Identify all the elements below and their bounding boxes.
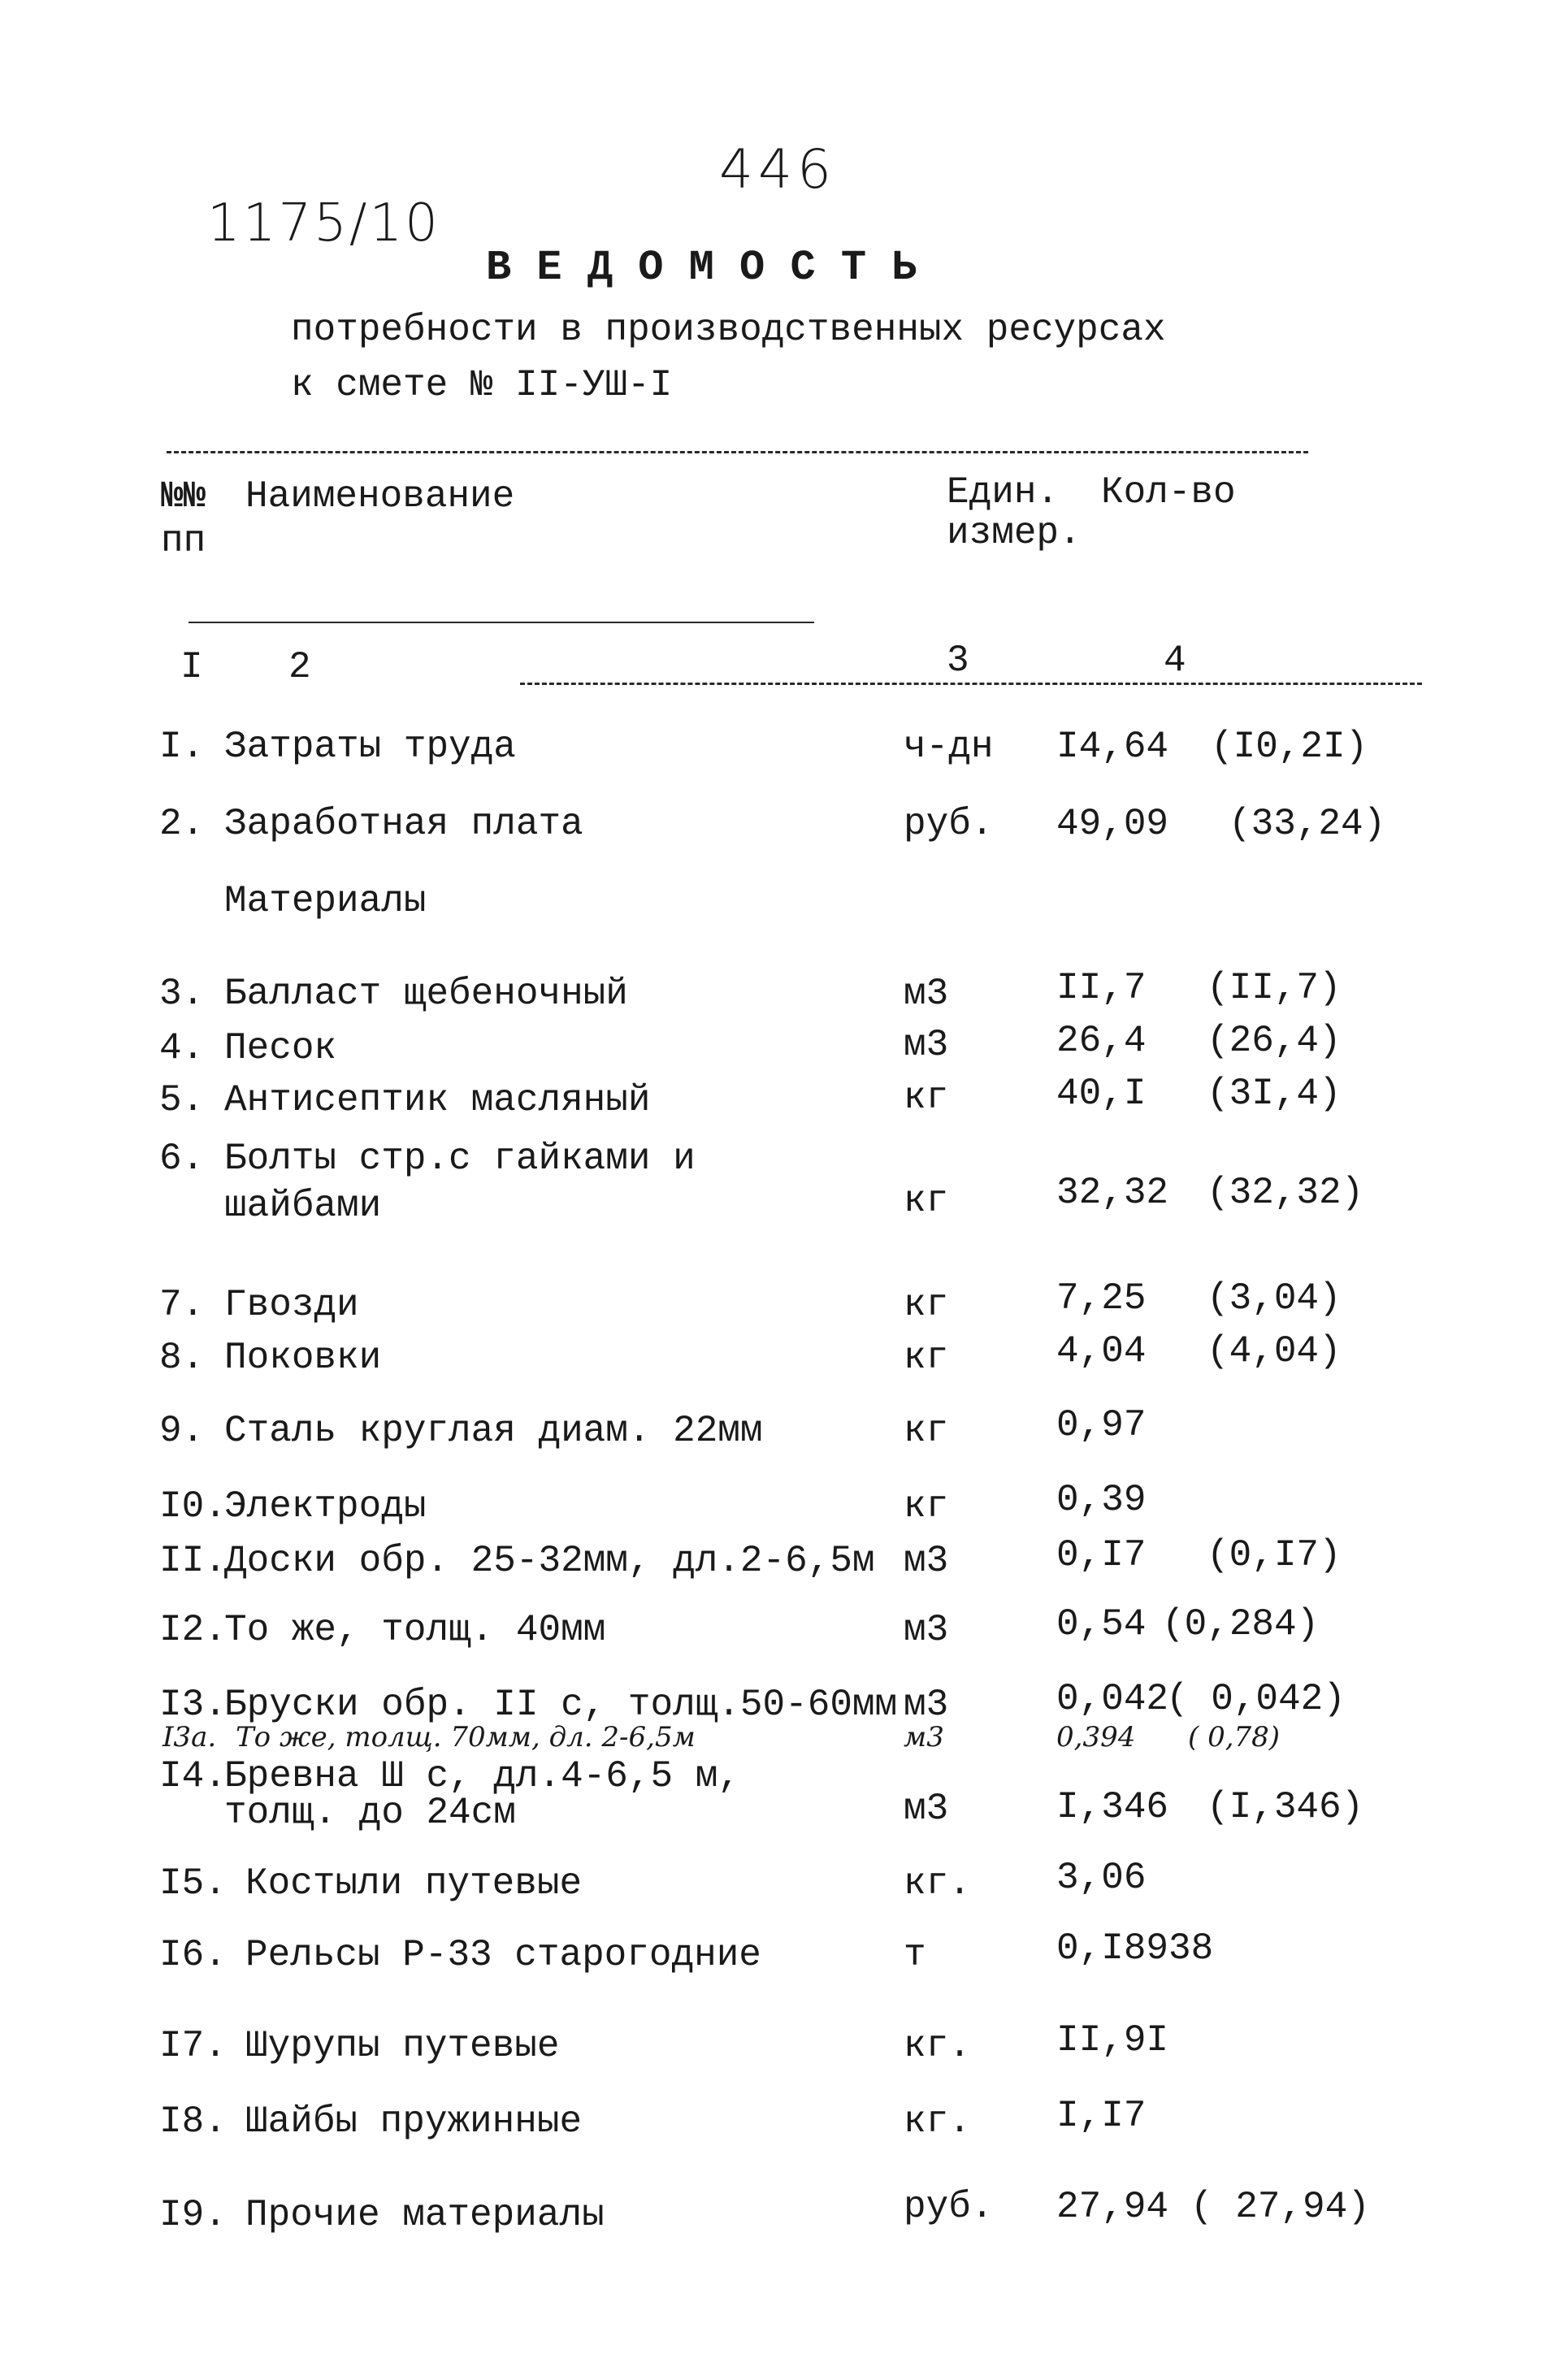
row-name: Балласт щебеночный xyxy=(224,973,628,1015)
row-number: 6. xyxy=(159,1138,205,1180)
row-name: Сталь круглая диам. 22мм xyxy=(224,1410,763,1452)
row-name: Бруски обр. II с, толщ.50-60мм xyxy=(224,1684,898,1726)
row-qty: 27,94 xyxy=(1056,2186,1169,2228)
row-qty: 32,32 xyxy=(1056,1172,1169,1214)
row-name: То же, толщ. 40мм xyxy=(224,1609,606,1651)
column-number-4: 4 xyxy=(1164,639,1186,682)
document-subtitle-line-2: к смете № II-УШ-I xyxy=(291,364,673,406)
row-name: Поковки xyxy=(224,1337,382,1379)
row-name: Шайбы пружинные xyxy=(245,2100,583,2143)
row-unit: кг xyxy=(904,1485,949,1528)
row-qty-paren: (II,7) xyxy=(1207,967,1342,1009)
row-qty: I,346 xyxy=(1056,1786,1169,1828)
row-qty: 7,25 xyxy=(1056,1277,1147,1320)
row-name: Рельсы Р-33 старогодние xyxy=(245,1934,761,1976)
column-number-2: 2 xyxy=(288,646,311,688)
row-unit: руб. xyxy=(904,2186,994,2228)
row-qty-paren: (33,24) xyxy=(1229,803,1386,845)
row-name: Антисептик масляный xyxy=(224,1079,651,1121)
row-qty: 0,54 xyxy=(1056,1603,1147,1645)
row-number: 4. xyxy=(159,1027,205,1069)
column-number-1: I xyxy=(180,646,203,688)
row-qty: I,I7 xyxy=(1056,2095,1147,2137)
row-unit: м3 xyxy=(904,1684,949,1726)
document-subtitle-line-1: потребности в производственных ресурсах xyxy=(291,309,1166,351)
row-qty-paren: (3I,4) xyxy=(1207,1073,1342,1115)
row-unit: ч-дн xyxy=(904,726,994,768)
row-unit: кг. xyxy=(904,1862,971,1905)
row-unit: кг xyxy=(904,1077,949,1119)
row-name: Болты стр.с гайками и xyxy=(224,1138,696,1180)
header-qty: Кол-во xyxy=(1101,471,1236,514)
row-qty-paren: (26,4) xyxy=(1207,1020,1342,1062)
row-qty: II,7 xyxy=(1056,967,1147,1009)
row-number: I5. xyxy=(159,1862,227,1905)
document-title: В Е Д О М О С Т Ь xyxy=(486,244,917,292)
row-unit: м3 xyxy=(904,1609,949,1651)
row-unit: кг xyxy=(904,1284,949,1326)
row-number: 7. xyxy=(159,1284,205,1326)
row-qty: 26,4 xyxy=(1056,1020,1147,1062)
row-number: 9. xyxy=(159,1410,205,1452)
row-name: Электроды xyxy=(224,1485,427,1528)
row-name: Песок xyxy=(224,1027,337,1069)
row-qty-paren: (I0,2I) xyxy=(1211,726,1368,768)
row-unit: м3 xyxy=(904,1721,944,1754)
row-number: II. xyxy=(159,1540,227,1582)
row-number: I7. xyxy=(159,2025,227,2067)
row-qty-paren: (32,32) xyxy=(1207,1172,1364,1214)
row-name: Бревна Ш с, дл.4-6,5 м, xyxy=(224,1755,740,1797)
column-number-3: 3 xyxy=(947,639,969,682)
row-qty: 40,I xyxy=(1056,1073,1147,1115)
row-unit: кг xyxy=(904,1410,949,1452)
table-top-rule xyxy=(167,451,1308,453)
row-number: 3. xyxy=(159,973,205,1015)
row-qty: 0,97 xyxy=(1056,1404,1147,1446)
header-name: Наименование xyxy=(245,475,515,518)
row-name: Заработная плата xyxy=(224,803,583,845)
row-number: I0. xyxy=(159,1485,227,1528)
row-unit: т xyxy=(904,1934,926,1976)
row-number: 2. xyxy=(159,803,205,845)
row-qty: 0,042 xyxy=(1056,1678,1169,1720)
row-qty-paren: (3,04) xyxy=(1207,1277,1342,1320)
row-qty: 0,I7 xyxy=(1056,1534,1147,1576)
row-qty-paren: (4,04) xyxy=(1207,1330,1342,1372)
row-number: I3. xyxy=(159,1684,227,1726)
row-qty: 3,06 xyxy=(1056,1857,1147,1899)
row-qty-paren: ( 0,042) xyxy=(1166,1678,1346,1720)
row-qty-paren: (I,346) xyxy=(1207,1786,1364,1828)
row-number: I2. xyxy=(159,1609,227,1651)
row-name-continued: толщ. до 24см xyxy=(224,1792,516,1834)
row-qty-paren: ( 27,94) xyxy=(1190,2186,1370,2228)
page-number: 446 xyxy=(719,138,836,201)
section-materials: Материалы xyxy=(224,880,427,922)
row-qty: I4,64 xyxy=(1056,726,1169,768)
row-unit: м3 xyxy=(904,1540,949,1582)
row-name-continued: шайбами xyxy=(224,1185,382,1227)
row-qty: 0,394 xyxy=(1056,1721,1136,1754)
row-qty-paren: (0,284) xyxy=(1162,1603,1320,1645)
row-unit: кг xyxy=(904,1337,949,1379)
row-unit: кг. xyxy=(904,2100,971,2143)
row-name: Костыли путевые xyxy=(245,1862,583,1905)
row-number: I8. xyxy=(159,2100,227,2143)
row-name: Доски обр. 25-32мм, дл.2-6,5м xyxy=(224,1540,875,1582)
row-qty-paren: (0,I7) xyxy=(1207,1534,1342,1576)
row-qty: II,9I xyxy=(1056,2019,1169,2061)
row-qty: 4,04 xyxy=(1056,1330,1147,1372)
row-qty: 49,09 xyxy=(1056,803,1169,845)
row-number: 5. xyxy=(159,1079,205,1121)
header-bottom-rule-left xyxy=(189,622,814,623)
column-numbers-rule xyxy=(520,683,1422,685)
row-qty: 0,I8938 xyxy=(1056,1927,1214,1970)
header-unit: Един. xyxy=(947,471,1060,514)
row-unit: м3 xyxy=(904,973,949,1015)
row-unit: м3 xyxy=(904,1788,949,1830)
row-unit: кг xyxy=(904,1180,949,1222)
row-number: I4. xyxy=(159,1755,227,1797)
header-unit-2: измер. xyxy=(947,512,1082,554)
row-number: I9. xyxy=(159,2194,227,2236)
row-number: I6. xyxy=(159,1934,227,1976)
row-name: То же, толщ. 70мм, дл. 2-6,5м xyxy=(236,1721,696,1754)
row-qty-paren: ( 0,78) xyxy=(1188,1721,1281,1754)
row-name: Затраты труда xyxy=(224,726,516,768)
row-name: Гвозди xyxy=(224,1284,359,1326)
row-number: I3а. xyxy=(163,1721,217,1754)
row-number: 8. xyxy=(159,1337,205,1379)
row-qty: 0,39 xyxy=(1056,1479,1147,1521)
row-name: Шурупы путевые xyxy=(245,2025,560,2067)
header-num: №№ xyxy=(161,475,206,518)
row-unit: руб. xyxy=(904,803,994,845)
row-unit: м3 xyxy=(904,1024,949,1066)
header-num-2: пп xyxy=(161,520,206,562)
row-unit: кг. xyxy=(904,2025,971,2067)
handwritten-reference: 1175/10 xyxy=(207,193,440,254)
row-number: I. xyxy=(159,726,205,768)
row-name: Прочие материалы xyxy=(245,2194,605,2236)
